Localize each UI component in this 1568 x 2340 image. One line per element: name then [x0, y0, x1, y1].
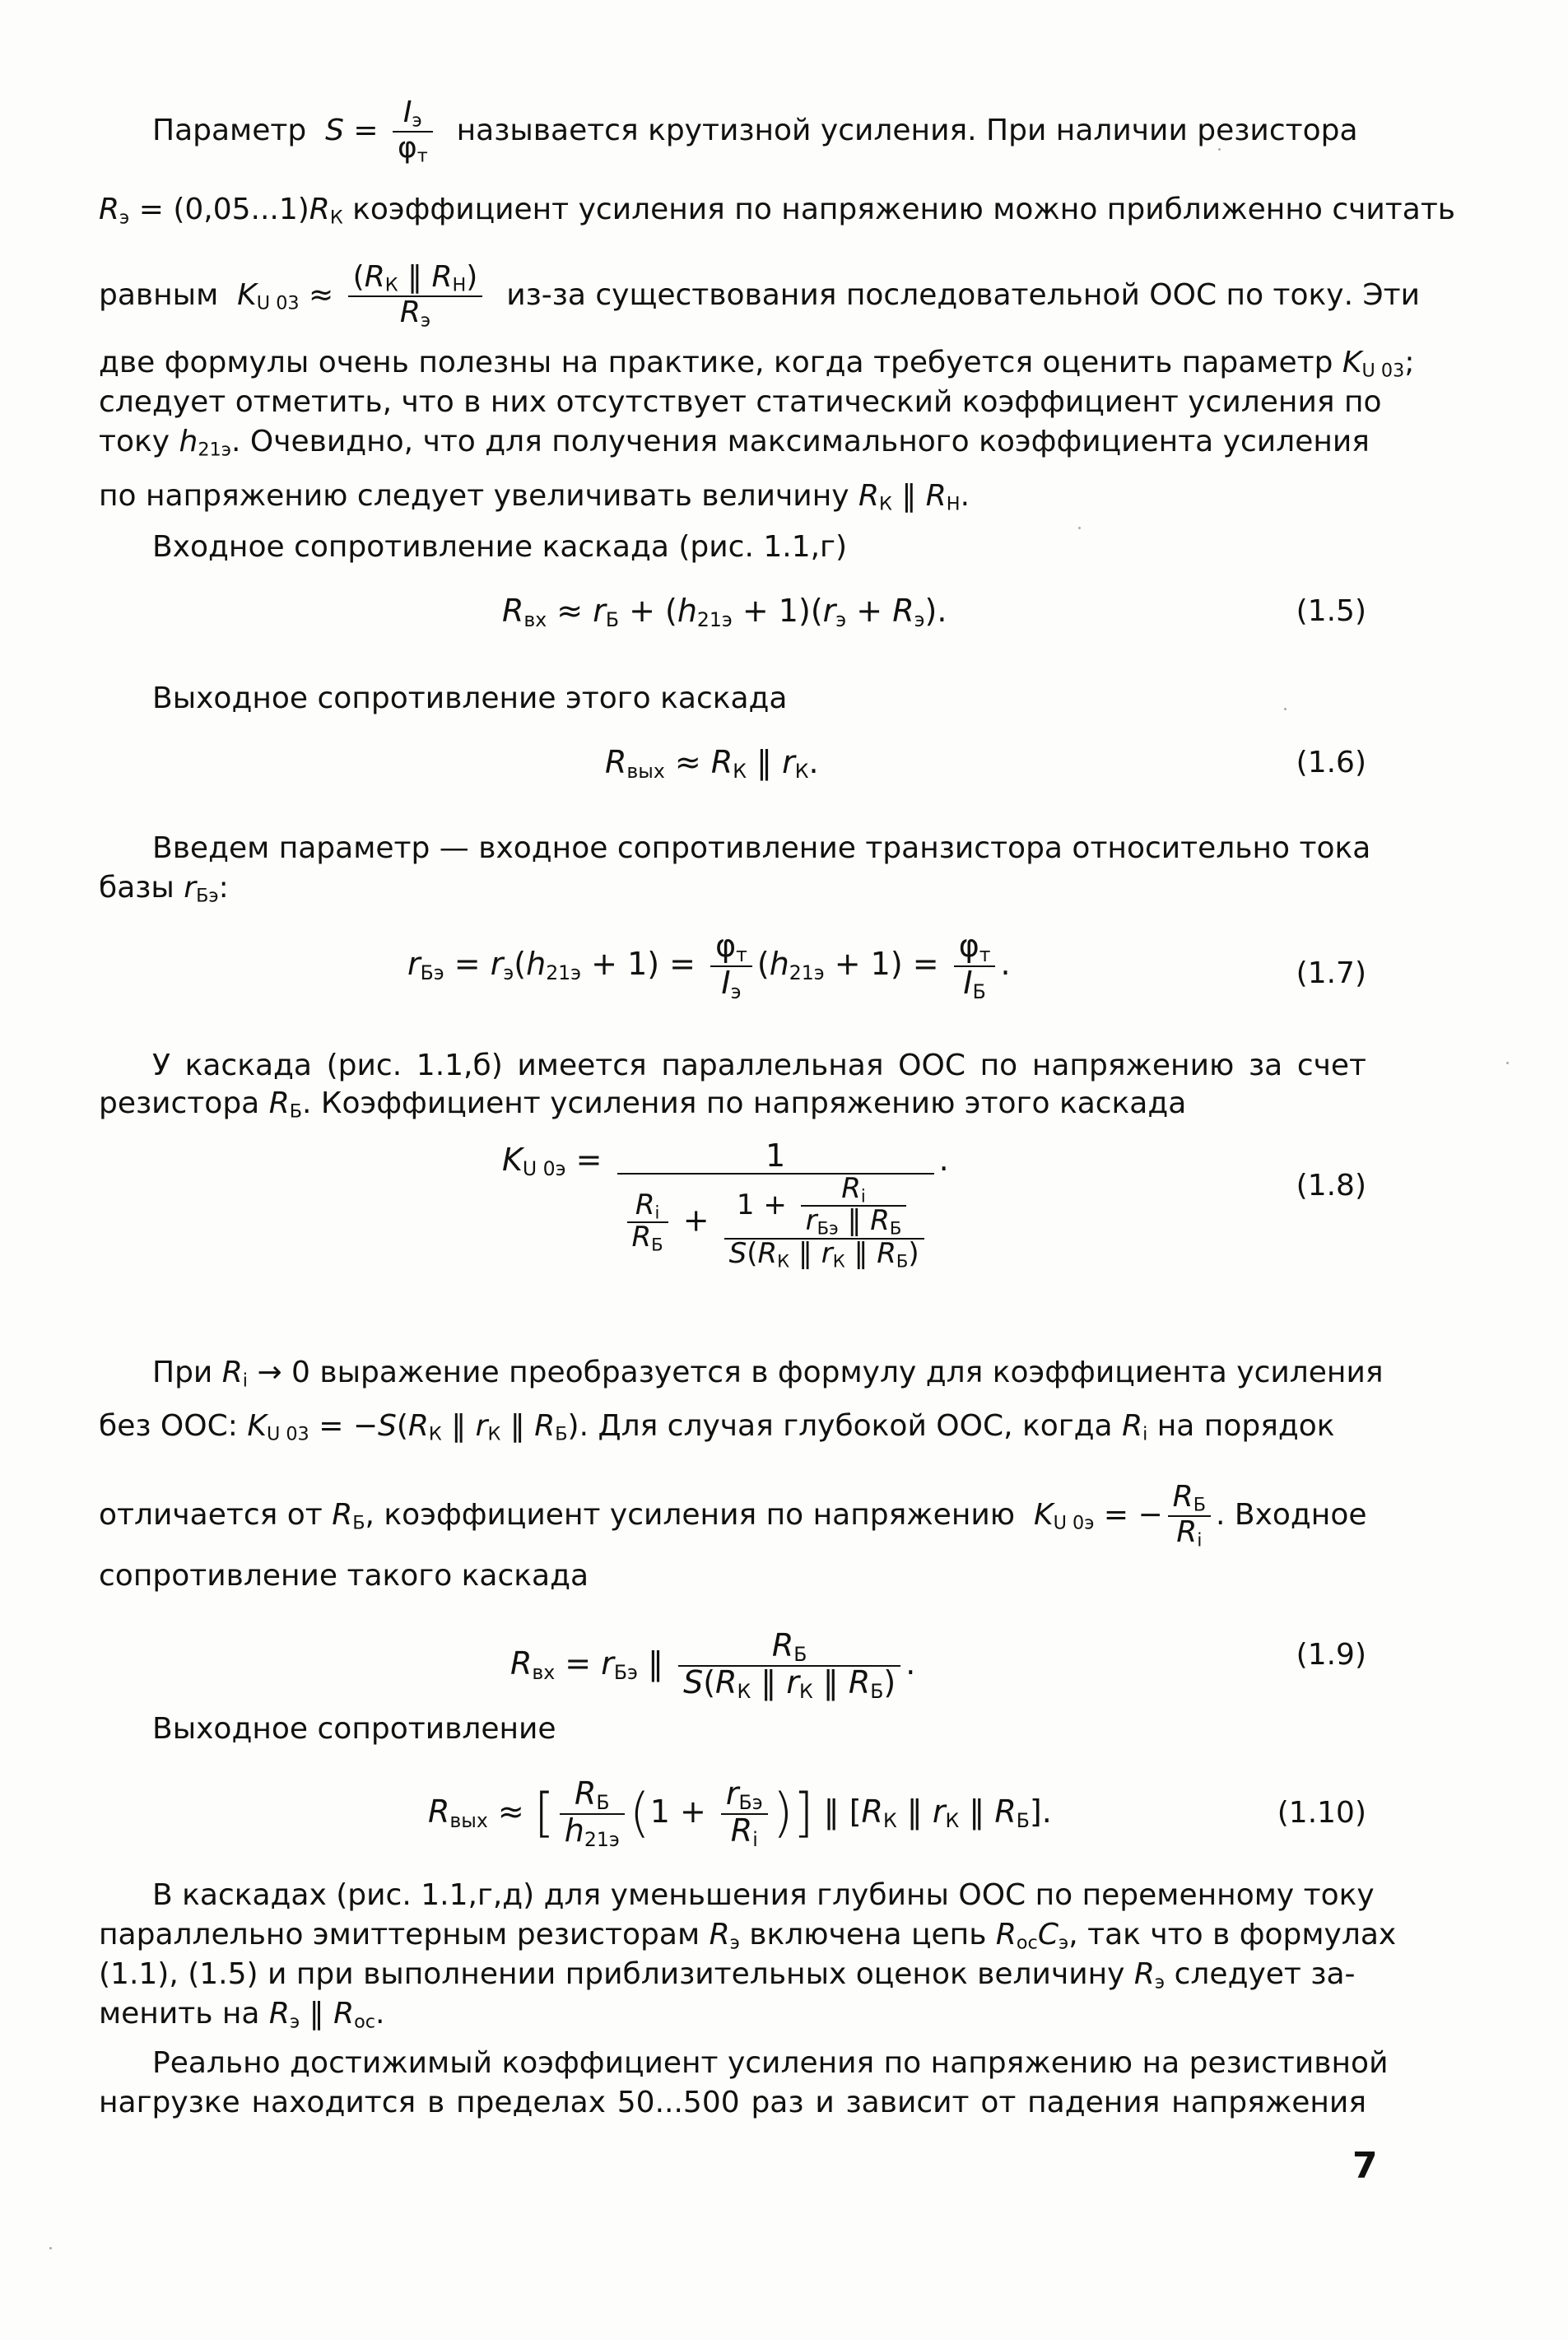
text-span: току	[99, 425, 170, 458]
text-span: менить на	[99, 1997, 260, 2031]
text-span: нагрузке находится в пределах 50...500 раз и зависит от падения напряжения	[99, 2086, 1366, 2119]
text-line: При $R_i \to 0$ выражение преобразуется в формулу для коэффициента усиления	[152, 1356, 1384, 1392]
equation-number: (1.5)	[1296, 594, 1366, 628]
equation-number: (1.7)	[1296, 956, 1366, 990]
text-span: В каскадах (рис. 1.1,г,д) для уменьшения глубины ООС по переменному току	[152, 1878, 1375, 1912]
text-span: , так что в формулах	[1068, 1918, 1397, 1952]
text-span: называется крутизной усиления. При наличии резистора	[456, 114, 1358, 147]
text-span: равным	[99, 278, 219, 312]
equation-1-5: $R_{вх} \approx r_Б + (h_{21э} + 1)(r_э + R_э)$.	[502, 593, 947, 631]
text-line	[152, 1710, 1366, 1748]
text-line: равным $K_{U 03}$ ≈ $\frac{(R_К ‖ R_Н)}{R_э}$ из-за существования последовательной ООС по току. Эти	[99, 260, 1420, 332]
equation-number: (1.10)	[1277, 1796, 1366, 1830]
text-line	[99, 2084, 1366, 2122]
text-line	[152, 528, 1366, 566]
text-line: $R_э = (0,05...1)R_К$ коэффициент усиления по напряжению можно приближенно считать	[99, 193, 1456, 229]
text-line: параллельно эмиттерным резисторам $R_э$ включена цепь $R_{ос}C_э$, так что в формулах	[99, 1918, 1397, 1954]
text-span: При	[152, 1356, 213, 1389]
text-span: включена цепь	[749, 1918, 987, 1952]
equation-number: (1.8)	[1296, 1169, 1366, 1203]
text-span: , коэффициент усиления по напряжению	[365, 1498, 1016, 1532]
text-span: на порядок	[1156, 1409, 1335, 1443]
text-span: из-за существования последовательной ООС по току. Эти	[506, 278, 1420, 312]
text-span: отличается от	[99, 1498, 323, 1532]
text-line: отличается от $R_Б$, коэффициент усиления по напряжению $K_{U 0э}$ = − $\frac{R_Б}{R_i}$ . Входное	[99, 1480, 1367, 1551]
text-line	[152, 680, 1366, 718]
equation-1-9: $R_{вх} = r_{Бэ}$ ‖ $\frac{R_Б}{S(R_К ‖ r_К ‖ R_Б)}$ .	[510, 1627, 916, 1703]
scan-speck	[1506, 1062, 1509, 1064]
text-span: . Входное	[1216, 1498, 1367, 1532]
text-line: две формулы очень полезны на практике, когда требуется оценить параметр $K_{U 03}$;	[99, 346, 1415, 382]
text-line	[152, 1877, 1375, 1914]
text-span: Выходное сопротивление	[152, 1712, 556, 1746]
page-number: 7	[1352, 2145, 1378, 2187]
text-line: базы $r_{Бэ}$:	[99, 871, 229, 907]
text-span: резистора	[99, 1086, 260, 1120]
text-span: Выходное сопротивление этого каскада	[152, 682, 788, 715]
text-line: Параметр S = $\frac{I_э}{\varphi_т}$ называется крутизной усиления. При наличии резистора	[152, 95, 1358, 167]
equation-1-8: $K_{U 0э}$ = 1 $\frac{R_i}{R_Б}$ + 1 + $\frac{R_i}{r_{Бэ} ‖ R_Б}$ $S(R_К$ ‖ $r_К$ ‖ $R_Б$) .	[502, 1137, 949, 1271]
text-span: Введем параметр — входное сопротивление транзистора относительно тока	[152, 831, 1371, 865]
text-span: без ООС:	[99, 1409, 238, 1443]
text-span: коэффициент усиления по напряжению можно приближенно считать	[352, 193, 1456, 226]
text-span: сопротивление такого каскада	[99, 1559, 589, 1593]
text-line	[152, 1047, 1366, 1085]
text-span: → 0 выражение преобразуется в формулу для коэффициента усиления	[257, 1356, 1384, 1389]
text-span: (1.1), (1.5) и при выполнении приблизительных оценок величину	[99, 1957, 1125, 1991]
fraction: $\frac{(R_К ‖ R_Н)}{R_э}$	[348, 262, 483, 331]
text-span: . Очевидно, что для получения максимального коэффициента усиления	[230, 425, 1370, 458]
text-span: следует отметить, что в них отсутствует статический коэффициент усиления по	[99, 385, 1382, 419]
equation-1-7: $r_{Бэ} = r_э(h_{21э} + 1)$ = $\frac{\varphi_т}{I_э}$ $(h_{21э} + 1)$ = $\frac{\varphi_т}{I_Б}$ .	[407, 928, 1011, 1003]
text-span: . Для случая глубокой ООС, когда	[579, 1409, 1113, 1443]
scan-speck	[1218, 148, 1221, 151]
text-line: без ООС: $K_{U 03} = -S(R_К$ ‖ $r_К$ ‖ $R_Б$). Для случая глубокой ООС, когда $R_i$ на порядок	[99, 1409, 1335, 1445]
text-span: параллельно эмиттерным резисторам	[99, 1918, 700, 1952]
text-line: менить на $R_э$ ‖ $R_{ос}$.	[99, 1997, 385, 2033]
text-line: току $h_{21э}$. Очевидно, что для получения максимального коэффициента усиления	[99, 425, 1370, 461]
equation-number: (1.9)	[1296, 1638, 1366, 1672]
text-span: следует за-	[1174, 1957, 1356, 1991]
text-span: базы	[99, 871, 174, 905]
text-line	[99, 384, 1382, 421]
text-span: . Коэффициент усиления по напряжению этого каскада	[302, 1086, 1187, 1120]
scan-speck	[1284, 708, 1287, 710]
text-span: У каскада (рис. 1.1,б) имеется параллельная ООС по напряжению за счет	[152, 1049, 1366, 1082]
text-span: Параметр	[152, 114, 307, 147]
text-span: Входное сопротивление каскада (рис. 1.1,г)	[152, 530, 847, 564]
text-line: резистора $R_Б$. Коэффициент усиления по напряжению этого каскада	[99, 1086, 1187, 1123]
equation-number: (1.6)	[1296, 746, 1366, 779]
text-line: (1.1), (1.5) и при выполнении приблизительных оценок величину $R_э$ следует за-	[99, 1957, 1356, 1993]
text-line: по напряжению следует увеличивать величину $R_К$ ‖ $R_Н$.	[99, 479, 970, 515]
scan-speck	[1078, 527, 1081, 529]
text-line	[152, 830, 1371, 868]
scan-speck	[49, 2247, 52, 2249]
text-span: две формулы очень полезны на практике, когда требуется оценить параметр	[99, 346, 1333, 379]
text-line	[152, 2045, 1389, 2082]
equation-1-6: $R_{вых} \approx R_К$ ‖ $r_К$.	[605, 744, 819, 783]
text-line	[99, 1557, 1366, 1595]
text-line: Реально достижимый коэффициент усиления по напряжению на резистивной	[152, 2046, 1389, 2080]
fraction: $\frac{I_э}{\varphi_т}$	[393, 97, 433, 166]
text-span: по напряжению следует увеличивать величину	[99, 479, 849, 513]
equation-1-10: $R_{вых}$ ≈ [ $\frac{R_Б}{h_{21э}}$ (1 + $\frac{r_{Бэ}}{R_i}$ )] ‖ [$R_К$ ‖ $r_К$ ‖ $R_Б$].	[428, 1775, 1052, 1851]
